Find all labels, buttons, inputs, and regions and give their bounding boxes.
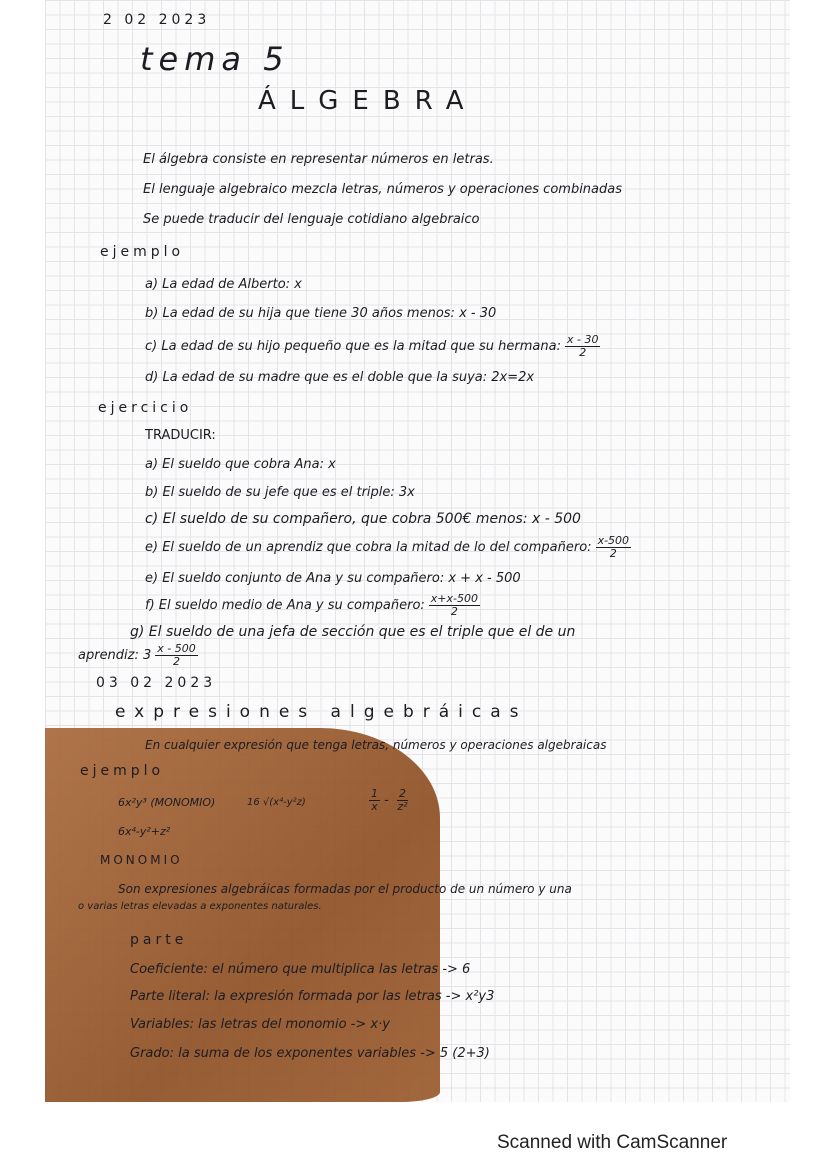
exercise-item [145,593,480,618]
definition: Son expresiones algebráicas formadas por el producto de un número y una [118,882,572,896]
section-label: ejemplo [100,244,185,260]
exercise-item: g) El sueldo de una jefa de sección que es el triple que el de un [130,624,576,640]
date-heading: 2 02 2023 [103,12,211,28]
example-item: a) La edad de Alberto: x [145,277,302,292]
denominator: x [371,800,378,813]
denominator: 2 [609,547,617,560]
denominator: 2 [450,605,458,618]
exercise-item [145,535,631,560]
intro-line: Se puede traducir del lenguaje cotidiano algebraico [143,212,480,227]
topic-heading: tema 5 [140,40,290,78]
example-text: c) La edad de su hijo pequeño que es la mitad que su hermana: [145,339,561,354]
section-title: expresiones algebráicas [115,702,528,722]
numerator: x-500 [597,534,630,547]
example-item: b) La edad de su hija que tiene 30 años menos: x - 30 [145,306,497,321]
exercise-item: a) El sueldo que cobra Ana: x [145,457,336,472]
exercise-text: aprendiz: 3 [78,648,152,663]
fraction [429,593,480,618]
exercise-item: c) El sueldo de su compañero, que cobra 500€ menos: x - 500 [145,511,581,527]
expression-fraction [365,788,408,813]
section-label: parte [130,932,188,948]
definition: En cualquier expresión que tenga letras, números y operaciones algebraicas [145,738,607,752]
exercise-item: b) El sueldo de su jefe que es el triple: 3x [145,485,415,500]
expression: 6x⁴-y²+z² [118,825,171,838]
page-title: ÁLGEBRA [258,86,478,116]
numerator: x - 500 [157,642,196,655]
intro-line: El lenguaje algebraico mezcla letras, números y operaciones combinadas [143,182,623,197]
part-item: Coeficiente: el número que multiplica las letras -> 6 [130,962,471,977]
numerator: x+x-500 [430,592,478,605]
intro-line: El álgebra consiste en representar números en letras. [143,152,494,167]
section-label: ejercicio [98,400,193,416]
denominator: 2 [579,346,587,359]
section-label: ejemplo [80,763,165,779]
fraction [565,334,600,359]
instruction: TRADUCIR: [145,428,216,443]
expression: 16 √(x⁴-y²z) [247,797,306,808]
definition: o varias letras elevadas a exponentes naturales. [78,901,322,912]
exercise-text: e) El sueldo de un aprendiz que cobra la mitad de lo del compañero: [145,540,592,555]
fraction [369,788,380,813]
numerator: x - 30 [566,333,599,346]
section-label: MONOMIO [100,853,183,867]
fraction [596,535,631,560]
fraction [397,788,408,813]
denominator: z² [397,800,408,813]
example-item [145,334,600,359]
part-item: Variables: las letras del monomio -> x·y [130,1017,390,1032]
exercise-text: f) El sueldo medio de Ana y su compañero: [145,598,425,613]
exercise-item-continued [78,643,198,668]
operator: - [384,793,389,808]
date-heading: 03 02 2023 [96,675,217,691]
part-item: Grado: la suma de los exponentes variables -> 5 (2+3) [130,1046,490,1061]
expression: 6x²y³ (MONOMIO) [118,796,216,809]
denominator: 2 [173,655,181,668]
numerator: 2 [398,787,406,800]
part-item: Parte literal: la expresión formada por las letras -> x²y3 [130,989,495,1004]
fraction [155,643,197,668]
exercise-item: e) El sueldo conjunto de Ana y su compañero: x + x - 500 [145,571,521,586]
scanner-watermark: Scanned with CamScanner [497,1132,728,1153]
numerator: 1 [371,787,378,800]
example-item: d) La edad de su madre que es el doble que la suya: 2x=2x [145,370,535,385]
